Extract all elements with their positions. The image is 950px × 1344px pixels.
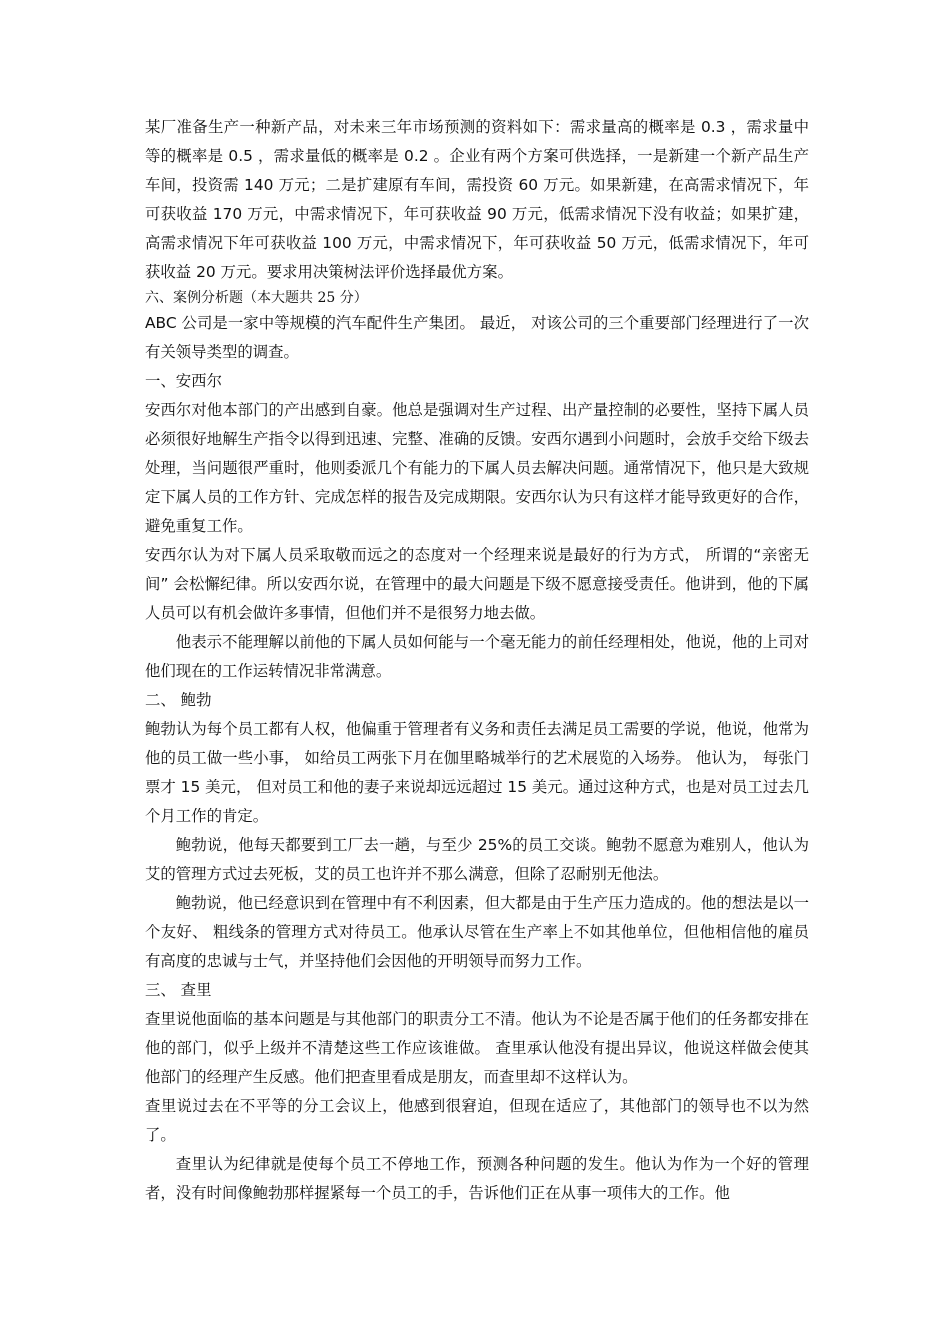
bob-paragraph-2: 鲍勃说，他每天都要到工厂去一趟，与至少 25%的员工交谈。鲍勃不愿意为难别人，他认为艾的管理方式过去死板，艾的员工也许并不那么满意，但除了忍耐别无他法。 <box>145 836 809 883</box>
manager-heading-bob: 二、 鲍勃 <box>145 691 212 709</box>
document-page <box>145 113 809 1208</box>
manager-heading-charlie: 三、 查里 <box>145 981 212 999</box>
case-intro-text: ABC 公司是一家中等规模的汽车配件生产集团。 最近， 对该公司的三个重要部门经理进行了一次有关领导类型的调查。 <box>145 314 809 361</box>
charlie-paragraph-1: 查里说他面临的基本问题是与其他部门的职责分工不清。他认为不论是否属于他们的任务都安排在他的部门，似乎上级并不清楚这些工作应该谁做。 查里承认他没有提出异议，他说这样做会使其他部门的经理产生反感。他们把查里看成是朋友，而查里却不这样认为。 <box>145 1010 809 1086</box>
anxier-paragraph-1: 安西尔对他本部门的产出感到自豪。他总是强调对生产过程、出产量控制的必要性，坚持下属人员必须很好地解生产指令以得到迅速、完整、准确的反馈。安西尔遇到小问题时，会放手交给下级去处理，当问题很严重时，他则委派几个有能力的下属人员去解决问题。通常情况下，他只是大致规定下属人员的工作方针、完成怎样的报告及完成期限。安西尔认为只有这样才能导致更好的合作，避免重复工作。 <box>145 401 809 535</box>
anxier-paragraph-3: 他表示不能理解以前他的下属人员如何能与一个毫无能力的前任经理相处，他说，他的上司对他们现在的工作运转情况非常满意。 <box>145 633 809 680</box>
manager-heading-anxier: 一、安西尔 <box>145 372 222 390</box>
anxier-paragraph-2: 安西尔认为对下属人员采取敬而远之的态度对一个经理来说是最好的行为方式， 所谓的“亲密无间” 会松懈纪律。所以安西尔说，在管理中的最大问题是下级不愿意接受责任。他讲到，他的下属人员可以有机会做许多事情，但他们并不是很努力地去做。 <box>145 546 809 622</box>
charlie-paragraph-3: 查里认为纪律就是使每个员工不停地工作，预测各种问题的发生。他认为作为一个好的管理者，没有时间像鲍勃那样握紧每一个员工的手，告诉他们正在从事一项伟大的工作。他 <box>145 1155 809 1202</box>
charlie-paragraph-2: 查里说过去在不平等的分工会议上，他感到很窘迫，但现在适应了，其他部门的领导也不以为然了。 <box>145 1097 809 1144</box>
bob-paragraph-3: 鲍勃说，他已经意识到在管理中有不利因素，但大都是由于生产压力造成的。他的想法是以一个友好、 粗线条的管理方式对待员工。他承认尽管在生产率上不如其他单位，但他相信他的雇员有高度的忠诚与士气，并坚持他们会因他的开明领导而努力工作。 <box>145 894 809 970</box>
section-heading-case-analysis: 六、案例分析题（本大题共 25 分） <box>145 290 368 306</box>
decision-tree-problem-text: 某厂准备生产一种新产品，对未来三年市场预测的资料如下：需求量高的概率是 0.3 ，需求量中等的概率是 0.5 ，需求量低的概率是 0.2 。企业有两个方案可供选择，一是新建一个新产品生产车间，投资需 140 万元；二是扩建原有车间，需投资 60 万元。如果新建，在高需求情况下，年可获收益 170 万元，中需求情况下，年可获收益 90 万元，低需求情况下没有收益；如果扩建，高需求情况下年可获收益 100 万元，中需求情况下，年可获收益 50 万元，低需求情况下，年可获收益 20 万元。要求用决策树法评价选择最优方案。 <box>145 118 809 281</box>
bob-paragraph-1: 鲍勃认为每个员工都有人权，他偏重于管理者有义务和责任去满足员工需要的学说，他说，他常为他的员工做一些小事， 如给员工两张下月在伽里略城举行的艺术展览的入场券。 他认为， 每张门票才 15 美元， 但对员工和他的妻子来说却远远超过 15 美元。通过这种方式，也是对员工过去几个月工作的肯定。 <box>145 720 809 825</box>
